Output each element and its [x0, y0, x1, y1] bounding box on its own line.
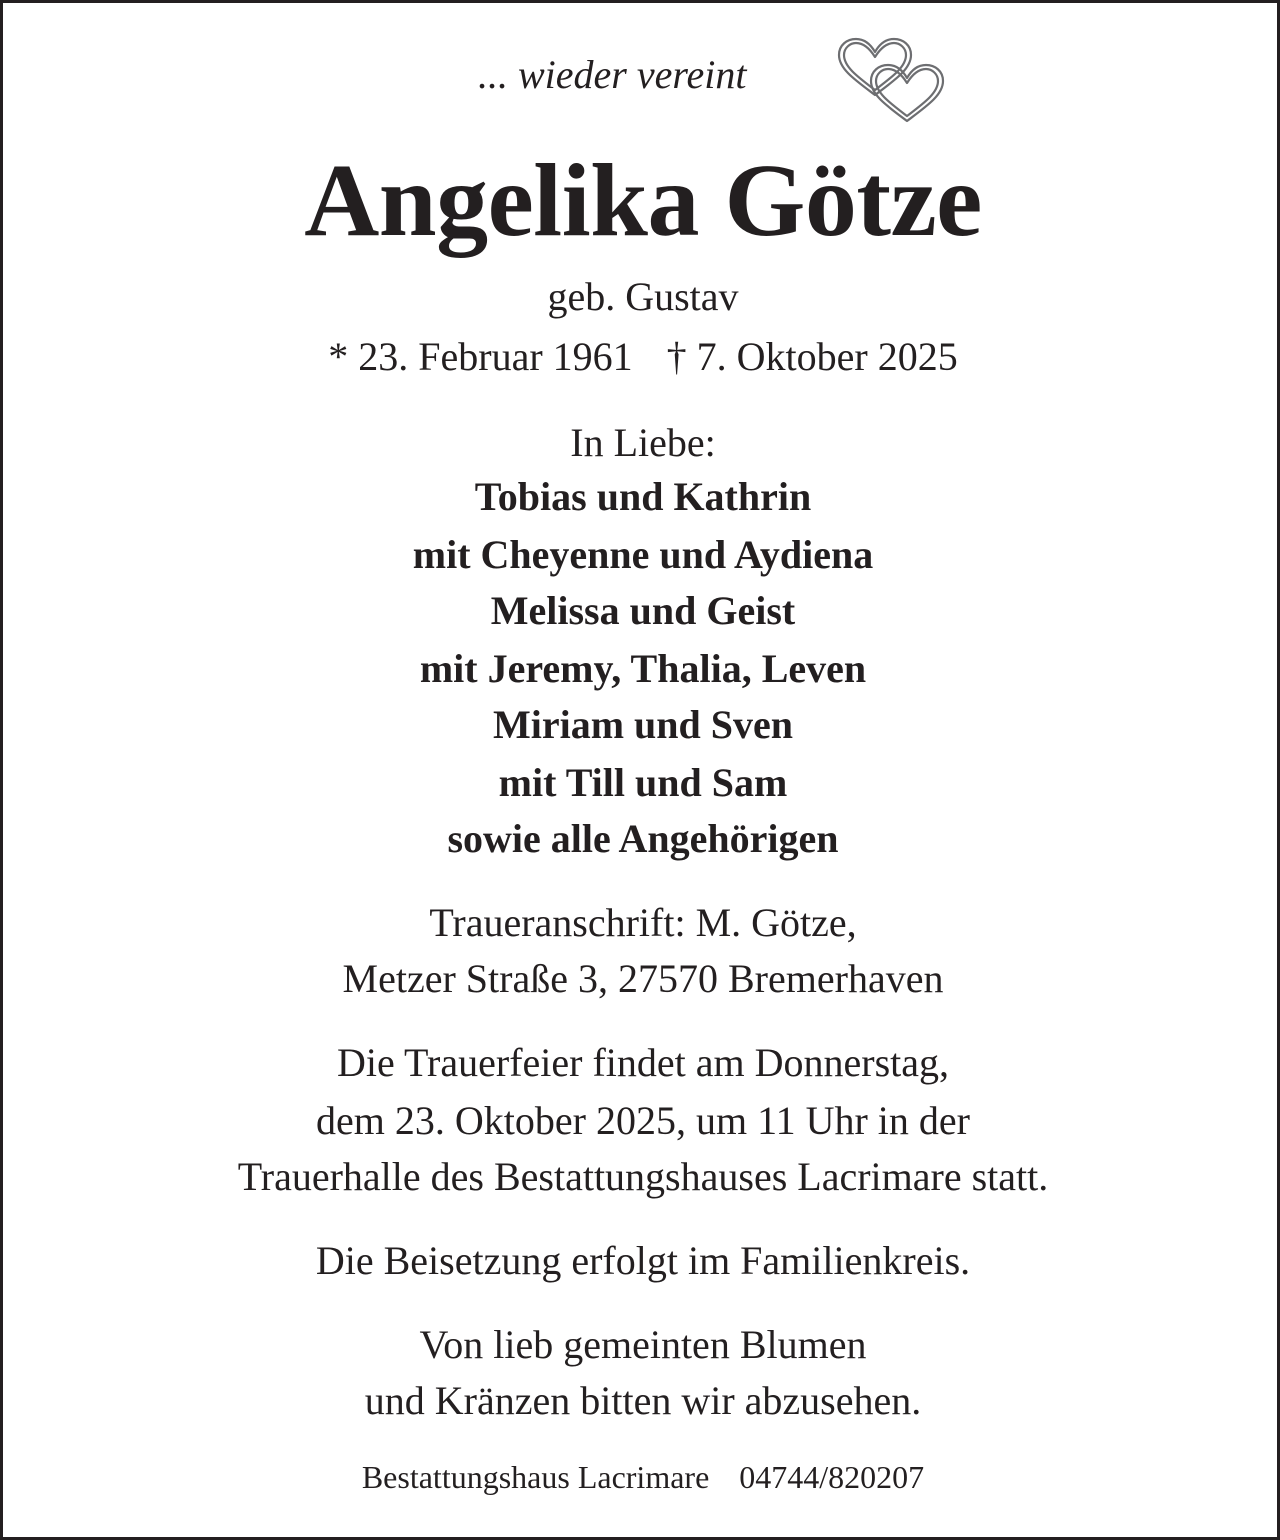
- funeral-home-name: Bestattungshaus Lacrimare: [361, 1459, 710, 1495]
- burial-line: Die Beisetzung erfolgt im Familienkreis.: [315, 1238, 971, 1283]
- funeral-home-phone: 04744/820207: [739, 1459, 925, 1495]
- mourner-line: mit Till und Sam: [498, 760, 788, 805]
- death-date: † 7. Oktober 2025: [666, 334, 958, 379]
- motto-text: ... wieder vereint: [478, 52, 747, 97]
- deceased-name: Angelika Götze: [304, 143, 982, 258]
- life-dates: [3, 333, 1280, 380]
- double-heart-outline-icon: [835, 35, 947, 125]
- mourner-line: Miriam und Sven: [492, 702, 794, 747]
- address-line: Metzer Straße 3, 27570 Bremerhaven: [342, 956, 944, 1001]
- mourner-line: sowie alle Angehörigen: [447, 816, 839, 861]
- address-line: Traueranschrift: M. Götze,: [429, 900, 857, 945]
- mourner-line: Tobias und Kathrin: [474, 474, 812, 519]
- maiden-name: geb. Gustav: [547, 274, 739, 319]
- mourner-line: mit Jeremy, Thalia, Leven: [419, 646, 867, 691]
- ceremony-line: Die Trauerfeier findet am Donnerstag,: [336, 1040, 950, 1085]
- flowers-line: Von lieb gemeinten Blumen: [419, 1322, 867, 1367]
- mourner-line: Melissa und Geist: [490, 588, 796, 633]
- ceremony-line: Trauerhalle des Bestattungshauses Lacrimare statt.: [237, 1154, 1049, 1199]
- mourners-intro: In Liebe:: [570, 420, 716, 465]
- mourner-line: mit Cheyenne und Aydiena: [412, 532, 874, 577]
- birth-date: * 23. Februar 1961: [328, 334, 633, 379]
- ceremony-line: dem 23. Oktober 2025, um 11 Uhr in der: [316, 1098, 970, 1143]
- footer-contact: [3, 1459, 1280, 1496]
- flowers-line: und Kränzen bitten wir abzusehen.: [364, 1378, 922, 1423]
